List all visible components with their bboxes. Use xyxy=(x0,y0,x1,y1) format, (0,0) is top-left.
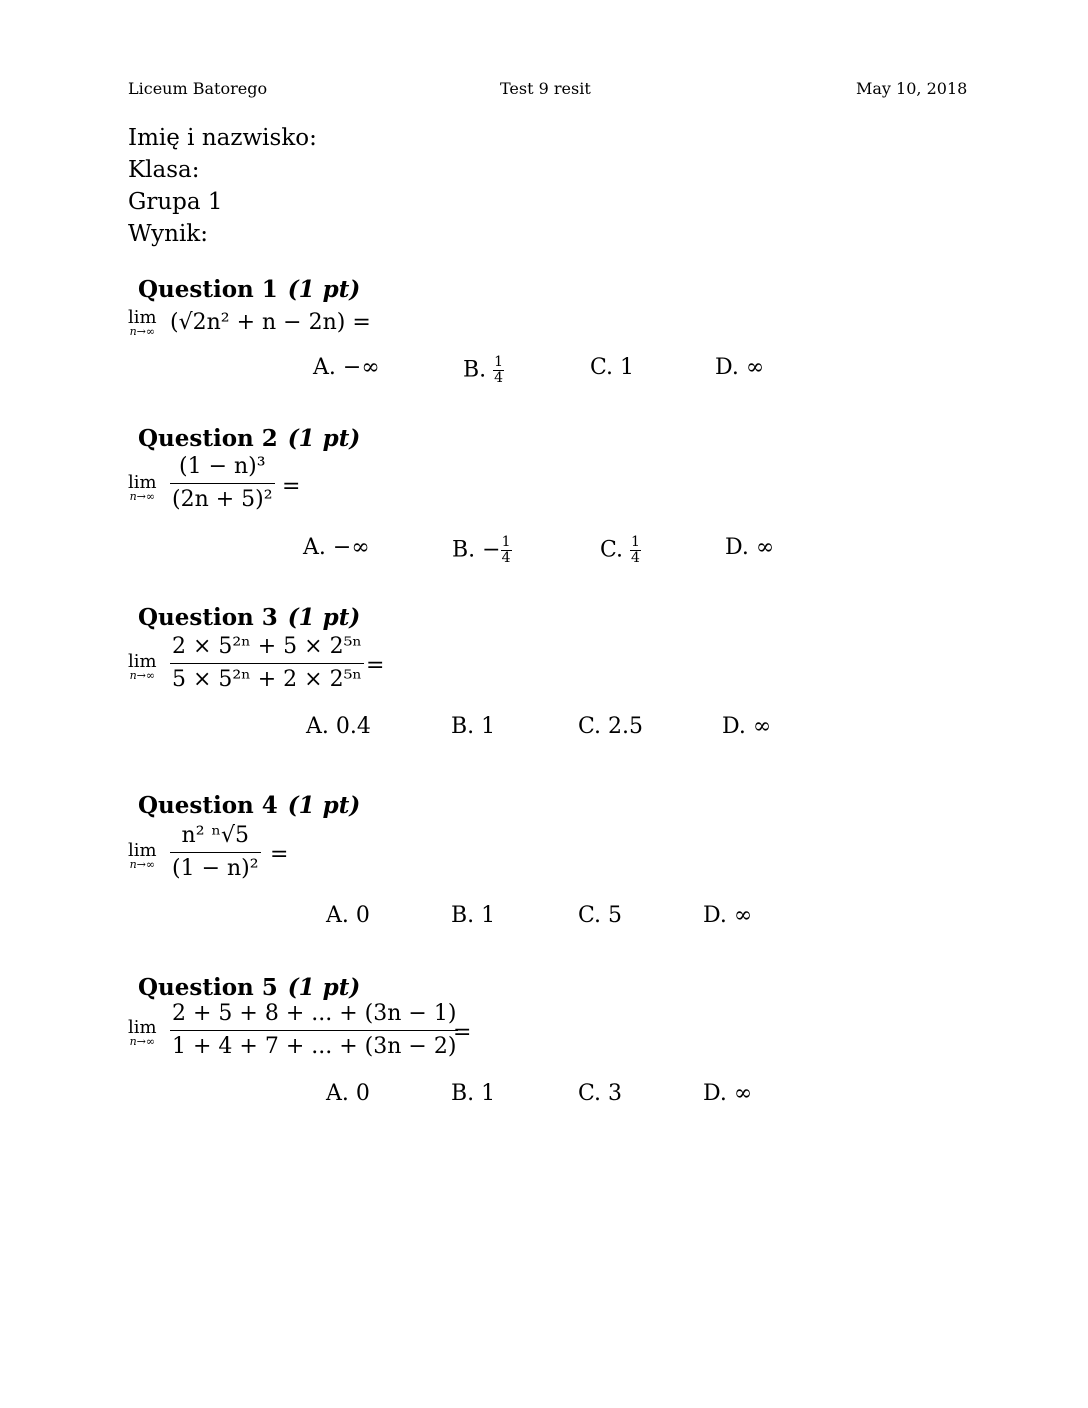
fraction-denominator: (1 − n)² xyxy=(172,856,259,881)
question-title-text: Question 4 xyxy=(138,792,278,819)
choice-b[interactable] xyxy=(451,903,495,928)
choice-letter: A. xyxy=(313,355,336,380)
limit-subscript: n→∞ xyxy=(129,669,156,682)
choice-d[interactable] xyxy=(703,1081,752,1106)
choice-letter: B. xyxy=(451,714,475,739)
name-field-label: Imię i nazwisko: xyxy=(128,125,317,151)
choice-value: 1 xyxy=(481,903,496,928)
question-5-title xyxy=(138,974,360,1001)
question-points: (1 pt) xyxy=(287,974,361,1001)
choice-d[interactable] xyxy=(725,535,774,560)
fraction-denominator: 4 xyxy=(631,550,640,566)
choice-fraction xyxy=(493,355,504,386)
choice-value: 0 xyxy=(355,1081,370,1106)
limit-word: lim xyxy=(128,1017,157,1038)
question-2-fraction xyxy=(170,453,275,514)
question-3-title xyxy=(138,604,360,631)
choice-a[interactable] xyxy=(326,903,370,928)
choice-a[interactable] xyxy=(303,535,370,560)
choice-fraction xyxy=(501,535,512,566)
header-date: May 10, 2018 xyxy=(856,79,968,98)
question-1-title xyxy=(138,276,360,303)
choice-value: 3 xyxy=(608,1081,623,1106)
choice-c[interactable] xyxy=(578,1081,622,1106)
fraction-numerator: 1 xyxy=(494,354,504,370)
choice-value: 1 xyxy=(481,1081,496,1106)
fraction-denominator: 1 + 4 + 7 + ... + (3n − 2) xyxy=(172,1034,457,1059)
choice-value: ∞ xyxy=(755,535,775,560)
choice-letter: D. xyxy=(703,903,727,928)
choice-letter: B. xyxy=(451,903,475,928)
choice-value: −∞ xyxy=(342,355,380,380)
question-points: (1 pt) xyxy=(287,604,361,631)
choice-a[interactable] xyxy=(313,355,380,380)
choice-value: ∞ xyxy=(752,714,772,739)
limit-subscript: n→∞ xyxy=(129,1035,156,1048)
choice-letter: C. xyxy=(578,903,602,928)
fraction-numerator: (1 − n)³ xyxy=(170,453,275,484)
question-title-text: Question 3 xyxy=(138,604,278,631)
limit-word: lim xyxy=(128,840,157,861)
choice-letter: C. xyxy=(578,1081,602,1106)
equals-sign: = xyxy=(270,842,289,867)
choice-letter: C. xyxy=(590,355,614,380)
choice-letter: A. xyxy=(306,714,329,739)
choice-value: 1 xyxy=(620,355,635,380)
limit-word: lim xyxy=(128,651,157,672)
question-2-title xyxy=(138,425,360,452)
choice-value: ∞ xyxy=(733,1081,753,1106)
limit-word: lim xyxy=(128,307,157,328)
choice-c[interactable] xyxy=(578,714,643,739)
choice-letter: A. xyxy=(326,1081,349,1106)
choice-c[interactable] xyxy=(578,903,622,928)
fraction-denominator: 4 xyxy=(494,370,504,386)
choice-value: 0.4 xyxy=(335,714,371,739)
limit-operator xyxy=(128,840,157,871)
choice-letter: D. xyxy=(725,535,749,560)
choice-c[interactable] xyxy=(590,355,634,380)
fraction-numerator: 1 xyxy=(501,534,511,550)
student-fields xyxy=(128,122,317,250)
choice-b[interactable] xyxy=(452,535,512,566)
fraction-numerator: 2 × 5²ⁿ + 5 × 2⁵ⁿ xyxy=(170,633,364,664)
choice-sign: − xyxy=(482,537,501,563)
choice-fraction xyxy=(630,535,641,566)
fraction-numerator: 1 xyxy=(631,534,640,550)
equals-sign: = xyxy=(366,653,385,678)
header-test-title: Test 9 resit xyxy=(500,79,591,98)
choice-letter: B. xyxy=(452,537,476,563)
limit-operator xyxy=(128,472,157,503)
limit-operator xyxy=(128,1017,157,1048)
equals-sign: = xyxy=(453,1020,472,1045)
choice-letter: A. xyxy=(326,903,349,928)
choice-b[interactable] xyxy=(451,1081,495,1106)
choice-value: 0 xyxy=(355,903,370,928)
question-4-title xyxy=(138,792,360,819)
question-1-expression: (√2n² + n − 2n) = xyxy=(170,310,371,335)
question-points: (1 pt) xyxy=(287,276,361,303)
fraction-denominator: 4 xyxy=(501,550,511,566)
choice-a[interactable] xyxy=(306,714,371,739)
choice-d[interactable] xyxy=(715,355,764,380)
choice-letter: D. xyxy=(715,355,739,380)
question-title-text: Question 1 xyxy=(138,276,278,303)
choice-letter: C. xyxy=(578,714,602,739)
choice-letter: C. xyxy=(600,537,624,563)
limit-operator xyxy=(128,651,157,682)
score-field-label: Wynik: xyxy=(128,221,208,247)
limit-subscript: n→∞ xyxy=(129,325,156,338)
limit-subscript: n→∞ xyxy=(129,490,156,503)
class-field-label: Klasa: xyxy=(128,157,200,183)
fraction-denominator: 5 × 5²ⁿ + 2 × 2⁵ⁿ xyxy=(172,667,362,692)
choice-b[interactable] xyxy=(463,355,504,386)
limit-subscript: n→∞ xyxy=(129,858,156,871)
choice-d[interactable] xyxy=(703,903,752,928)
fraction-numerator: n² ⁿ√5 xyxy=(170,822,261,853)
fraction-denominator: (2n + 5)² xyxy=(172,487,273,512)
question-title-text: Question 2 xyxy=(138,425,278,452)
choice-value: 1 xyxy=(481,714,496,739)
question-title-text: Question 5 xyxy=(138,974,278,1001)
limit-word: lim xyxy=(128,472,157,493)
choice-letter: D. xyxy=(722,714,746,739)
equals-sign: = xyxy=(282,474,301,499)
choice-letter: A. xyxy=(303,535,326,560)
limit-operator xyxy=(128,307,157,338)
choice-a[interactable] xyxy=(326,1081,370,1106)
choice-letter: D. xyxy=(703,1081,727,1106)
choice-value: 5 xyxy=(608,903,623,928)
choice-c[interactable] xyxy=(600,535,641,566)
choice-value: ∞ xyxy=(733,903,753,928)
choice-letter: B. xyxy=(451,1081,475,1106)
choice-letter: B. xyxy=(463,357,487,383)
question-5-fraction xyxy=(170,1000,458,1061)
choice-value: 2.5 xyxy=(608,714,644,739)
question-points: (1 pt) xyxy=(287,425,361,452)
choice-value: ∞ xyxy=(745,355,765,380)
header-school: Liceum Batorego xyxy=(128,79,268,98)
question-4-fraction xyxy=(170,822,261,883)
choice-b[interactable] xyxy=(451,714,495,739)
choice-value: −∞ xyxy=(332,535,370,560)
choice-d[interactable] xyxy=(722,714,771,739)
group-label: Grupa 1 xyxy=(128,189,223,215)
question-3-fraction xyxy=(170,633,364,694)
fraction-numerator: 2 + 5 + 8 + ... + (3n − 1) xyxy=(170,1000,458,1031)
question-points: (1 pt) xyxy=(287,792,361,819)
